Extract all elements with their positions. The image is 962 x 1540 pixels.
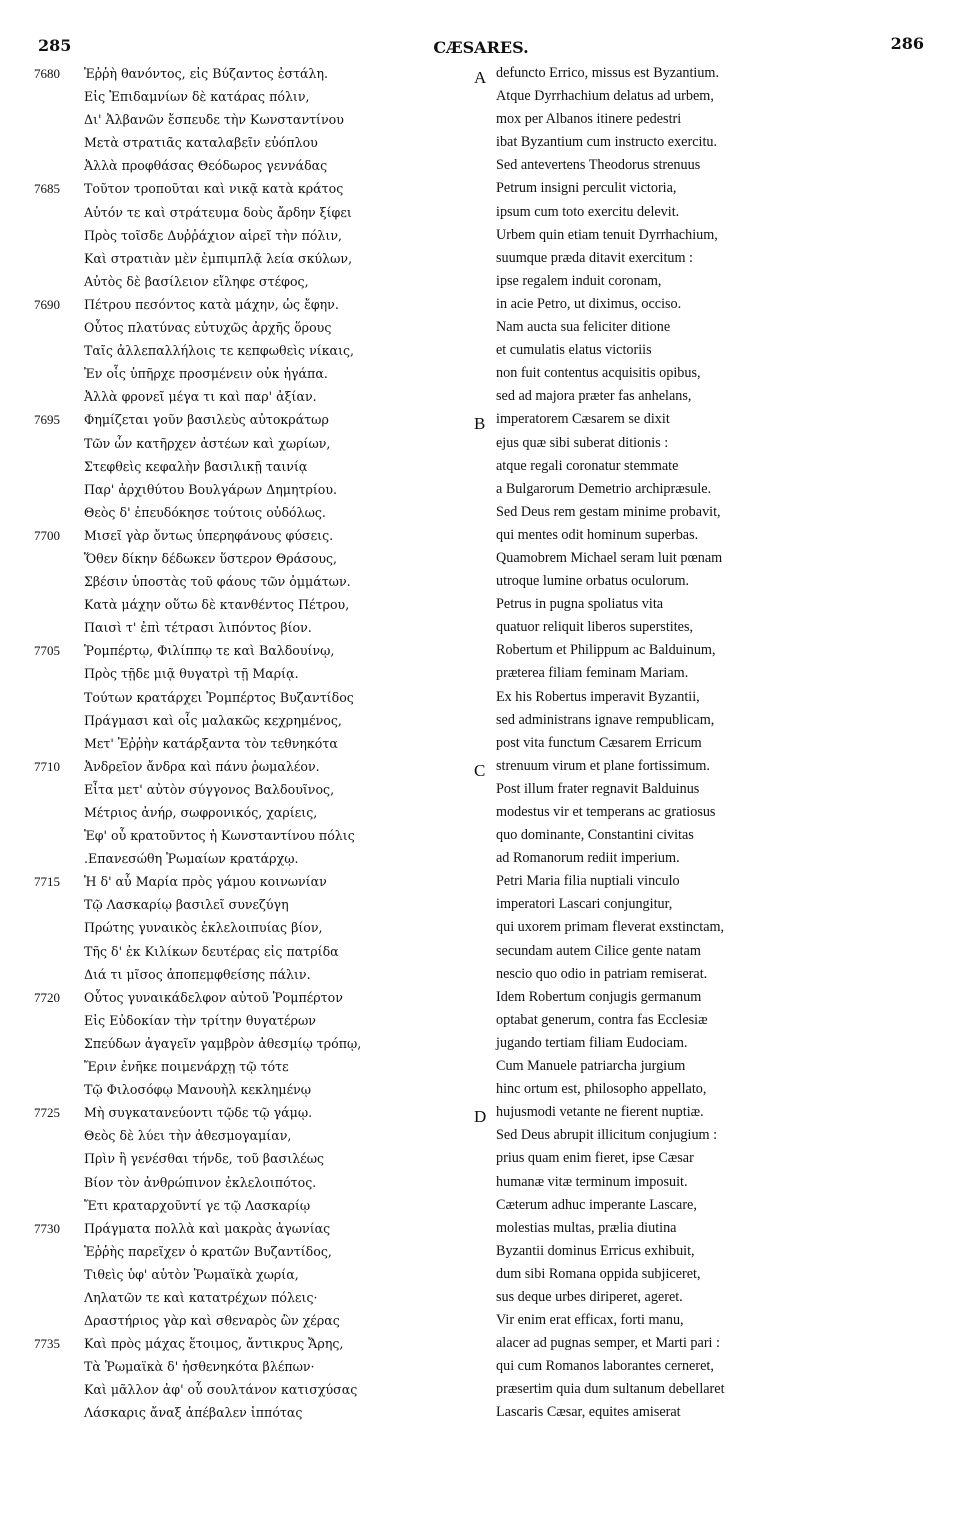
page-number-left: 285 — [38, 36, 72, 55]
latin-translation-line — [474, 432, 894, 455]
latin-translation-line — [474, 1147, 894, 1170]
latin-line-text: et cumulatis elatus victoriis — [496, 342, 652, 359]
greek-verse-line — [34, 524, 474, 547]
greek-verse-line — [34, 224, 474, 247]
greek-verse-text: Μέτριος ἀνήρ, σωφρονικός, χαρίεις, — [84, 805, 318, 820]
page-number-right: 286 — [890, 34, 924, 53]
greek-verse-text: Πρώτης γυναικὸς ἐκλελοιπυίας βίον, — [84, 920, 323, 936]
latin-translation-line — [474, 709, 894, 732]
latin-line-text: alacer ad pugnas semper, et Marti pari : — [496, 1335, 720, 1352]
greek-verse-text: Θεὸς δ' ἐπευδόκησε τούτοις οὐδόλως. — [84, 504, 326, 520]
greek-verse-line — [34, 339, 474, 362]
greek-text-column — [34, 62, 474, 1425]
latin-line-text: Petri Maria filia nuptiali vinculo — [496, 873, 680, 890]
greek-verse-line — [34, 1217, 474, 1240]
latin-line-text: imperatorem Cæsarem se dixit — [496, 411, 670, 428]
greek-verse-line — [34, 131, 474, 154]
greek-verse-text: Εἰς Εὐδοκίαν τὴν τρίτην θυγατέρων — [84, 1012, 316, 1028]
latin-line-text: hinc ortum est, philosopho appellato, — [496, 1081, 707, 1098]
greek-verse-text: Οὗτος πλατύνας εὐτυχῶς ἀρχῆς ὅρους — [84, 320, 332, 336]
verse-number: 7725 — [34, 1105, 60, 1121]
latin-line-text: sed ad majora præter fas anhelans, — [496, 388, 692, 405]
greek-verse-text: Ἀλλὰ προφθάσας Θεόδωρος γεννάδας — [84, 158, 328, 174]
latin-translation-line — [474, 801, 894, 824]
latin-line-text: qui cum Romanos laborantes cerneret, — [496, 1358, 714, 1375]
latin-text-column — [474, 62, 894, 1425]
latin-translation-line — [474, 940, 894, 963]
latin-line-text: qui uxorem primam fleverat exstinctam, — [496, 919, 725, 936]
greek-verse-text: .Επανεσώθη Ῥωμαίων κρατάρχῳ. — [84, 851, 299, 867]
greek-verse-text: Σπεύδων ἀγαγεῖν γαμβρὸν ἀθεσμίῳ τρόπῳ, — [84, 1035, 362, 1051]
greek-verse-text: Παρ' ἀρχιθύτου Βουλγάρων Δημητρίου. — [84, 481, 338, 497]
latin-translation-line — [474, 1217, 894, 1240]
latin-line-text: ipse regalem induit coronam, — [496, 272, 662, 289]
latin-line-text: Sed Deus abrupit illicitum conjugium : — [496, 1127, 718, 1144]
greek-verse-text: Πρὶν ἢ γενέσθαι τήνδε, τοῦ βασιλέως — [84, 1151, 325, 1167]
greek-verse-line — [34, 501, 474, 524]
greek-verse-text: Βίον τὸν ἀνθρώπινον ἐκλελοιπότος. — [84, 1174, 317, 1190]
latin-translation-line — [474, 362, 894, 385]
latin-translation-line — [474, 1194, 894, 1217]
greek-verse-text: Θεὸς δὲ λύει τὴν ἀθεσμογαμίαν, — [84, 1128, 292, 1144]
greek-verse-text: Καὶ μᾶλλον ἀφ' οὗ σουλτάνον κατισχύσας — [84, 1382, 358, 1398]
latin-translation-line — [474, 201, 894, 224]
greek-verse-line — [34, 547, 474, 570]
greek-verse-text: Ληλατῶν τε καὶ κατατρέχων πόλεις· — [84, 1289, 318, 1305]
latin-line-text: prius quam enim fieret, ipse Cæsar — [496, 1150, 694, 1167]
latin-line-text: Sed antevertens Theodorus strenuus — [496, 157, 701, 174]
latin-line-text: molestias multas, prælia diutina — [496, 1219, 677, 1236]
greek-verse-line — [34, 362, 474, 385]
verse-number: 7690 — [34, 296, 60, 312]
latin-translation-line — [474, 408, 894, 431]
greek-verse-line — [34, 177, 474, 200]
latin-translation-line — [474, 108, 894, 131]
greek-verse-line — [34, 154, 474, 177]
latin-translation-line — [474, 824, 894, 847]
latin-line-text: suumque præda ditavit exercitum : — [496, 249, 694, 266]
verse-number: 7680 — [34, 66, 60, 81]
latin-translation-line — [474, 62, 894, 85]
verse-number: 7715 — [34, 874, 60, 890]
greek-verse-line — [34, 1124, 474, 1147]
latin-line-text: a Bulgarorum Demetrio archipræsule. — [496, 480, 712, 497]
greek-verse-line — [34, 108, 474, 131]
latin-translation-line — [474, 732, 894, 755]
greek-verse-line — [34, 1055, 474, 1078]
greek-verse-text: Ταῖς ἀλλεπαλλήλοις τε κεπφωθεὶς νίκαις, — [84, 343, 355, 359]
latin-translation-line — [474, 1171, 894, 1194]
latin-translation-line — [474, 270, 894, 293]
greek-verse-text: Ἡ δ' αὖ Μαρία πρὸς γάμου κοινωνίαν — [84, 874, 327, 890]
greek-verse-text: Λάσκαρις ἄναξ ἀπέβαλεν ἱππότας — [84, 1405, 303, 1421]
greek-verse-text: Εἰς Ἐπιδαμνίων δὲ κατάρας πόλιν, — [84, 89, 310, 105]
latin-line-text: Atque Dyrrhachium delatus ad urbem, — [496, 88, 714, 105]
verse-number: 7695 — [34, 412, 60, 428]
latin-translation-line — [474, 686, 894, 709]
latin-translation-line — [474, 1309, 894, 1332]
greek-verse-text: Ῥομπέρτῳ, Φιλίππῳ τε καὶ Βαλδουίνῳ, — [84, 643, 335, 659]
latin-line-text: defuncto Errico, missus est Byzantium. — [496, 65, 720, 81]
greek-verse-text: Οὗτος γυναικάδελφον αὐτοῦ Ῥομπέρτον — [84, 989, 343, 1005]
latin-translation-line — [474, 570, 894, 593]
latin-translation-line — [474, 1263, 894, 1286]
greek-verse-line — [34, 824, 474, 847]
greek-verse-text: Δι' Ἀλβανῶν ἔσπευδε τὴν Κωνσταντίνου — [84, 112, 344, 128]
latin-line-text: quo dominante, Constantini civitas — [496, 827, 694, 844]
latin-translation-line — [474, 339, 894, 362]
section-letter-marker: B — [474, 414, 486, 432]
greek-verse-text: Τῷ Λασκαρίῳ βασιλεῖ συνεζύγη — [84, 897, 289, 913]
greek-verse-line — [34, 247, 474, 270]
latin-line-text: strenuum virum et plane fortissimum. — [496, 757, 710, 774]
latin-translation-line — [474, 247, 894, 270]
greek-verse-line — [34, 1147, 474, 1170]
greek-verse-text: Ἀνδρεῖον ἄνδρα καὶ πάνυ ῥωμαλέον. — [84, 758, 320, 774]
latin-line-text: jugando tertiam filiam Eudociam. — [496, 1034, 688, 1051]
greek-verse-text: Μισεῖ γὰρ ὄντως ὑπερηφάνους φύσεις. — [84, 527, 334, 543]
greek-verse-text: Αὐτόν τε καὶ στράτευμα δοὺς ἄρδην ξίφει — [84, 204, 352, 220]
greek-verse-line — [34, 847, 474, 870]
latin-translation-line — [474, 293, 894, 316]
latin-translation-line — [474, 524, 894, 547]
greek-verse-line — [34, 778, 474, 801]
greek-verse-line — [34, 85, 474, 108]
greek-verse-text: Καὶ πρὸς μάχας ἕτοιμος, ἄντικρυς Ἄρης, — [84, 1336, 344, 1352]
latin-translation-line — [474, 1124, 894, 1147]
latin-translation-line — [474, 1078, 894, 1101]
greek-verse-line — [34, 1240, 474, 1263]
latin-translation-line — [474, 616, 894, 639]
greek-verse-text: Σβέσιν ὑποστὰς τοῦ φάους τῶν ὀμμάτων. — [84, 574, 351, 590]
greek-verse-text: Ἐν οἷς ὑπῆρχε προσμένειν οὐκ ἠγάπα. — [84, 366, 328, 382]
greek-verse-text: Φημίζεται γοῦν βασιλεὺς αὐτοκράτωρ — [84, 412, 329, 428]
greek-verse-line — [34, 662, 474, 685]
latin-line-text: Urbem quin etiam tenuit Dyrrhachium, — [496, 226, 718, 243]
latin-line-text: modestus vir et temperans ac gratiosus — [496, 804, 716, 820]
latin-line-text: in acie Petro, ut diximus, occiso. — [496, 295, 682, 312]
running-title: CÆSARES. — [433, 38, 529, 57]
latin-line-text: Quamobrem Michael seram luit pœnam — [496, 549, 723, 566]
greek-verse-text: Ἐφ' οὗ κρατοῦντος ἡ Κωνσταντίνου πόλις — [84, 828, 355, 844]
section-letter-marker: C — [474, 760, 486, 778]
latin-line-text: Sed Deus rem gestam minime probavit, — [496, 503, 721, 520]
greek-verse-text: Μετὰ στρατιᾶς καταλαβεῖν εὐόπλου — [84, 135, 318, 151]
latin-translation-line — [474, 1032, 894, 1055]
latin-translation-line — [474, 1286, 894, 1309]
latin-line-text: sus deque urbes diriperet, ageret. — [496, 1288, 683, 1305]
greek-verse-line — [34, 1355, 474, 1378]
latin-line-text: præsertim quia dum sultanum debellaret — [496, 1381, 725, 1398]
verse-number: 7730 — [34, 1220, 60, 1236]
greek-verse-line — [34, 732, 474, 755]
latin-line-text: quatuor reliquit liberos superstites, — [496, 619, 694, 636]
greek-verse-text: Εἶτα μετ' αὐτὸν σύγγονος Βαλδουῖνος, — [84, 781, 335, 797]
latin-line-text: Cæterum adhuc imperante Lascare, — [496, 1196, 697, 1213]
greek-verse-line — [34, 1078, 474, 1101]
latin-translation-line — [474, 639, 894, 662]
greek-verse-line — [34, 201, 474, 224]
latin-line-text: ad Romanorum rediit imperium. — [496, 850, 680, 867]
latin-line-text: post vita functum Cæsarem Erricum — [496, 734, 702, 751]
greek-verse-line — [34, 385, 474, 408]
latin-line-text: Vir enim erat efficax, forti manu, — [496, 1312, 684, 1329]
greek-verse-line — [34, 709, 474, 732]
greek-verse-line — [34, 478, 474, 501]
latin-translation-line — [474, 385, 894, 408]
greek-verse-line — [34, 1101, 474, 1124]
greek-verse-line — [34, 986, 474, 1009]
latin-line-text: ipsum cum toto exercitu delevit. — [496, 203, 680, 220]
greek-verse-text: Καὶ στρατιὰν μὲν ἐμπιμπλᾷ λεία σκύλων, — [84, 250, 353, 266]
greek-verse-line — [34, 1171, 474, 1194]
greek-verse-text: Τὰ Ῥωμαϊκὰ δ' ἠσθενηκότα βλέπων· — [84, 1359, 315, 1375]
latin-translation-line — [474, 916, 894, 939]
latin-line-text: dum sibi Romana oppida subjiceret, — [496, 1265, 701, 1282]
verse-number: 7685 — [34, 181, 60, 197]
greek-verse-line — [34, 1032, 474, 1055]
latin-line-text: imperatori Lascari conjungitur, — [496, 896, 673, 913]
latin-translation-line — [474, 847, 894, 870]
verse-number: 7735 — [34, 1336, 60, 1352]
latin-line-text: optabat generum, contra fas Ecclesiæ — [496, 1011, 708, 1028]
latin-translation-line — [474, 501, 894, 524]
latin-line-text: secundam autem Cilice gente natam — [496, 942, 701, 959]
latin-translation-line — [474, 755, 894, 778]
latin-line-text: Robertum et Philippum ac Balduinum, — [496, 642, 716, 659]
latin-line-text: Petrus in pugna spoliatus vita — [496, 596, 664, 613]
verse-number: 7720 — [34, 989, 60, 1005]
greek-verse-text: Τῶν ὧν κατῆρχεν ἀστέων καὶ χωρίων, — [84, 435, 331, 451]
latin-line-text: mox per Albanos itinere pedestri — [496, 111, 682, 128]
greek-verse-line — [34, 1286, 474, 1309]
page-header — [0, 28, 962, 58]
greek-verse-line — [34, 593, 474, 616]
greek-verse-line — [34, 801, 474, 824]
latin-line-text: Nam aucta sua feliciter ditione — [496, 319, 671, 336]
latin-translation-line — [474, 662, 894, 685]
latin-translation-line — [474, 1009, 894, 1032]
greek-verse-line — [34, 1009, 474, 1032]
latin-line-text: Cum Manuele patriarcha jurgium — [496, 1058, 686, 1075]
verse-number: 7705 — [34, 643, 60, 659]
latin-line-text: Ex his Robertus imperavit Byzantii, — [496, 688, 700, 705]
greek-verse-line — [34, 1378, 474, 1401]
greek-verse-text: Ἐῤῥὴς παρεῖχεν ὁ κρατῶν Βυζαντίδος, — [84, 1243, 332, 1259]
greek-verse-text: Πράγματα πολλὰ καὶ μακρὰς ἀγωνίας — [84, 1220, 331, 1236]
latin-translation-line — [474, 893, 894, 916]
latin-line-text: Byzantii dominus Erricus exhibuit, — [496, 1242, 695, 1259]
greek-verse-line — [34, 870, 474, 893]
greek-verse-line — [34, 408, 474, 431]
greek-verse-text: Ἐῤῥὴ θανόντος, εἰς Βύζαντος ἐστάλη. — [84, 66, 329, 81]
greek-verse-text: Τούτων κρατάρχει Ῥομπέρτος Βυζαντίδος — [84, 689, 354, 705]
greek-verse-text: Τιθεὶς ὑφ' αὑτὸν Ῥωμαϊκὰ χωρία, — [84, 1266, 299, 1282]
greek-verse-text: Διά τι μῖσος ἀποπεμφθείσης πάλιν. — [84, 966, 311, 982]
verse-number: 7710 — [34, 758, 60, 774]
latin-translation-line — [474, 963, 894, 986]
greek-verse-line — [34, 1309, 474, 1332]
latin-line-text: utroque lumine orbatus oculorum. — [496, 573, 690, 590]
latin-translation-line — [474, 316, 894, 339]
verse-number: 7700 — [34, 527, 60, 543]
greek-verse-text: Τῷ Φιλοσόφῳ Μανουὴλ κεκλημένῳ — [84, 1082, 312, 1098]
latin-translation-line — [474, 547, 894, 570]
greek-verse-text: Πρὸς τοῖσδε Δυῤῥάχιον αἱρεῖ τὴν πόλιν, — [84, 227, 343, 243]
latin-translation-line — [474, 455, 894, 478]
latin-line-text: Petrum insigni perculit victoria, — [496, 180, 677, 197]
latin-translation-line — [474, 177, 894, 200]
greek-verse-text: Στεφθεὶς κεφαλὴν βασιλικῇ ταινίᾳ — [84, 458, 308, 474]
greek-verse-line — [34, 432, 474, 455]
greek-verse-text: Ἔριν ἐνῆκε ποιμενάρχῃ τῷ τότε — [84, 1059, 289, 1075]
greek-verse-text: Ἔτι κραταρχοῦντί γε τῷ Λασκαρίῳ — [84, 1197, 311, 1213]
greek-verse-text: Ὅθεν δίκην δέδωκεν ὕστερον Θράσους, — [84, 550, 338, 566]
latin-translation-line — [474, 1240, 894, 1263]
latin-line-text: nescio quo odio in patriam remiserat. — [496, 965, 708, 982]
greek-verse-text: Πέτρου πεσόντος κατὰ μάχην, ὡς ἔφην. — [84, 296, 339, 312]
greek-verse-line — [34, 755, 474, 778]
latin-line-text: sed administrans ignave rempublicam, — [496, 711, 715, 728]
latin-translation-line — [474, 1401, 894, 1424]
greek-verse-text: Ἀλλὰ φρονεῖ μέγα τι καὶ παρ' ἀξίαν. — [84, 389, 317, 405]
latin-translation-line — [474, 1378, 894, 1401]
latin-line-text: humanæ vitæ terminum imposuit. — [496, 1173, 688, 1190]
latin-line-text: Post illum frater regnavit Balduinus — [496, 780, 700, 797]
latin-line-text: Lascaris Cæsar, equites amiserat — [496, 1404, 681, 1421]
greek-verse-line — [34, 686, 474, 709]
latin-line-text: ibat Byzantium cum instructo exercitu. — [496, 134, 718, 151]
latin-line-text: atque regali coronatur stemmate — [496, 457, 679, 474]
latin-translation-line — [474, 131, 894, 154]
greek-verse-text: Παισὶ τ' ἐπὶ τέτρασι λιπόντος βίον. — [84, 620, 312, 636]
greek-verse-line — [34, 1194, 474, 1217]
greek-verse-text: Τοῦτον τροποῦται καὶ νικᾷ κατὰ κράτος — [84, 181, 344, 197]
latin-translation-line — [474, 778, 894, 801]
latin-line-text: hujusmodi vetante ne fierent nuptiæ. — [496, 1104, 704, 1121]
greek-verse-line — [34, 1263, 474, 1286]
latin-translation-line — [474, 593, 894, 616]
latin-translation-line — [474, 1101, 894, 1124]
greek-verse-line — [34, 639, 474, 662]
greek-verse-line — [34, 316, 474, 339]
greek-verse-line — [34, 570, 474, 593]
latin-line-text: ejus quæ sibi suberat ditionis : — [496, 434, 669, 451]
greek-verse-text: Μετ' Ἐῤῥὴν κατάρξαντα τὸν τεθνηκότα — [84, 735, 338, 751]
greek-verse-line — [34, 916, 474, 939]
latin-translation-line — [474, 478, 894, 501]
greek-verse-line — [34, 62, 474, 85]
greek-verse-text: Τῆς δ' ἐκ Κιλίκων δευτέρας εἰς πατρίδα — [84, 943, 339, 959]
greek-verse-text: Μὴ συγκατανεύοντι τῷδε τῷ γάμῳ. — [84, 1105, 313, 1121]
latin-line-text: præterea filiam feminam Mariam. — [496, 665, 689, 682]
greek-verse-line — [34, 293, 474, 316]
latin-translation-line — [474, 1055, 894, 1078]
latin-translation-line — [474, 986, 894, 1009]
greek-verse-line — [34, 270, 474, 293]
latin-translation-line — [474, 870, 894, 893]
latin-translation-line — [474, 1332, 894, 1355]
greek-verse-line — [34, 1332, 474, 1355]
greek-verse-line — [34, 940, 474, 963]
latin-line-text: qui mentes odit hominum superbas. — [496, 526, 699, 543]
greek-verse-text: Κατὰ μάχην οὕτω δὲ κτανθέντος Πέτρου, — [84, 597, 350, 613]
latin-line-text: non fuit contentus acquisitis opibus, — [496, 365, 701, 382]
greek-verse-text: Πρὸς τῇδε μιᾷ θυγατρὶ τῇ Μαρίᾳ. — [84, 666, 299, 682]
latin-translation-line — [474, 85, 894, 108]
greek-verse-line — [34, 616, 474, 639]
latin-translation-line — [474, 154, 894, 177]
greek-verse-line — [34, 1401, 474, 1424]
latin-line-text: Idem Robertum conjugis germanum — [496, 988, 702, 1005]
latin-translation-line — [474, 1355, 894, 1378]
greek-verse-line — [34, 893, 474, 916]
section-letter-marker: A — [474, 68, 487, 86]
greek-verse-text: Πράγμασι καὶ οἷς μαλακῶς κεχρημένος, — [84, 712, 342, 728]
greek-verse-line — [34, 455, 474, 478]
greek-verse-text: Δραστήριος γὰρ καὶ σθεναρὸς ὢν χέρας — [84, 1313, 340, 1329]
section-letter-marker: D — [474, 1107, 487, 1125]
greek-verse-line — [34, 963, 474, 986]
greek-verse-text: Αὐτὸς δὲ βασίλειον εἴληφε στέφος, — [84, 273, 309, 289]
latin-translation-line — [474, 224, 894, 247]
